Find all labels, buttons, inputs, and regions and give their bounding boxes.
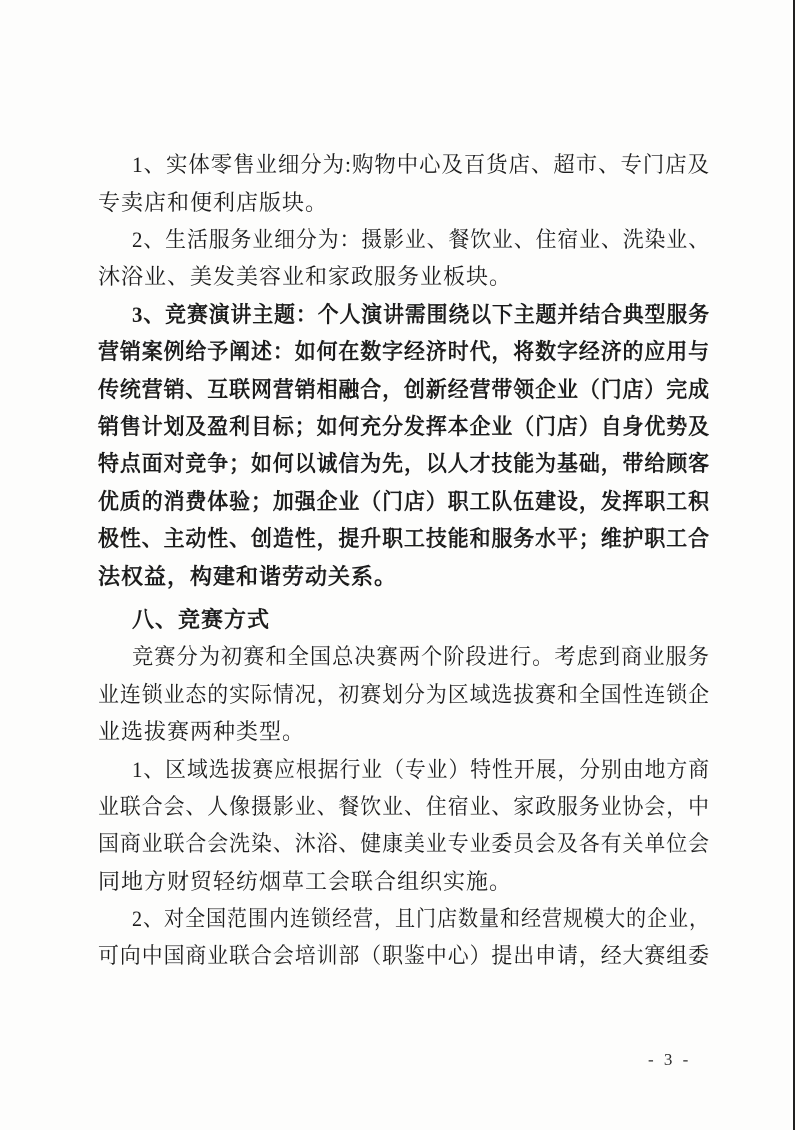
text-line-content: 极性、主动性、创造性，提升职工技能和服务水平；维护职工合 (98, 526, 710, 552)
text-line (98, 219, 710, 256)
text-line-content: 优质的消费体验；加强企业（门店）职工队伍建设，发挥职工积 (98, 488, 710, 514)
text-line (98, 443, 710, 480)
text-line (98, 331, 710, 368)
section-heading (98, 599, 710, 636)
text-line (98, 368, 710, 405)
text-line (98, 711, 710, 748)
text-line (98, 555, 710, 592)
text-line (98, 823, 710, 860)
text-line (98, 673, 710, 710)
text-line (98, 748, 710, 785)
text-line-content: 业联合会、人像摄影业、餐饮业、住宿业、家政服务业协会，中 (98, 793, 710, 819)
text-line (98, 898, 710, 935)
text-line (98, 406, 710, 443)
text-line-content: 八、竞赛方式 (132, 606, 271, 632)
text-line (98, 935, 710, 972)
text-line-content: 法权益，构建和谐劳动关系。 (98, 563, 398, 589)
text-line (98, 481, 710, 518)
document-body (98, 144, 710, 973)
text-line-content: 国商业联合会洗染、沐浴、健康美业专业委员会及各有关单位会 (98, 831, 710, 857)
text-line-content: 专卖店和便利店版块。 (98, 189, 329, 215)
text-line-content: 营销案例给予阐述：如何在数字经济时代，将数字经济的应用与 (98, 339, 710, 365)
text-line (98, 181, 710, 218)
text-line-content: 1、区域选拔赛应根据行业（专业）特性开展，分别由地方商 (132, 756, 710, 782)
text-line-content: 业选拔赛两种类型。 (98, 719, 306, 745)
text-line-content: 传统营销、互联网营销相融合，创新经营带领企业（门店）完成 (98, 376, 710, 402)
page-number: - 3 - (648, 1050, 692, 1069)
text-line (98, 256, 710, 293)
text-line-content: 3、竞赛演讲主题：个人演讲需围绕以下主题并结合典型服务 (132, 301, 710, 327)
text-line-content: 沐浴业、美发美容业和家政服务业板块。 (98, 264, 513, 290)
text-line-content: 业连锁业态的实际情况，初赛划分为区域选拔赛和全国性连锁企 (98, 681, 710, 707)
text-line (98, 860, 710, 897)
text-line-content: 1、实体零售业细分为:购物中心及百货店、超市、专门店及 (132, 152, 710, 178)
text-line (98, 294, 710, 331)
text-line (98, 518, 710, 555)
text-line-content: 同地方财贸轻纺烟草工会联合组织实施。 (98, 868, 513, 894)
text-line-content: 2、生活服务业细分为：摄影业、餐饮业、住宿业、洗染业、 (132, 227, 710, 253)
scan-edge-line (793, 0, 795, 1130)
text-line-content: 2、对全国范围内连锁经营，且门店数量和经营规模大的企业， (132, 906, 710, 932)
text-line-content: 可向中国商业联合会培训部（职鉴中心）提出申请，经大赛组委 (98, 943, 710, 969)
text-line (98, 786, 710, 823)
text-line-content: 销售计划及盈利目标；如何充分发挥本企业（门店）自身优势及 (98, 413, 710, 439)
text-line-content: 竞赛分为初赛和全国总决赛两个阶段进行。考虑到商业服务 (132, 644, 710, 670)
text-line-content: 特点面对竞争；如何以诚信为先，以人才技能为基础，带给顾客 (98, 451, 710, 477)
text-line (98, 144, 710, 181)
text-line (98, 636, 710, 673)
